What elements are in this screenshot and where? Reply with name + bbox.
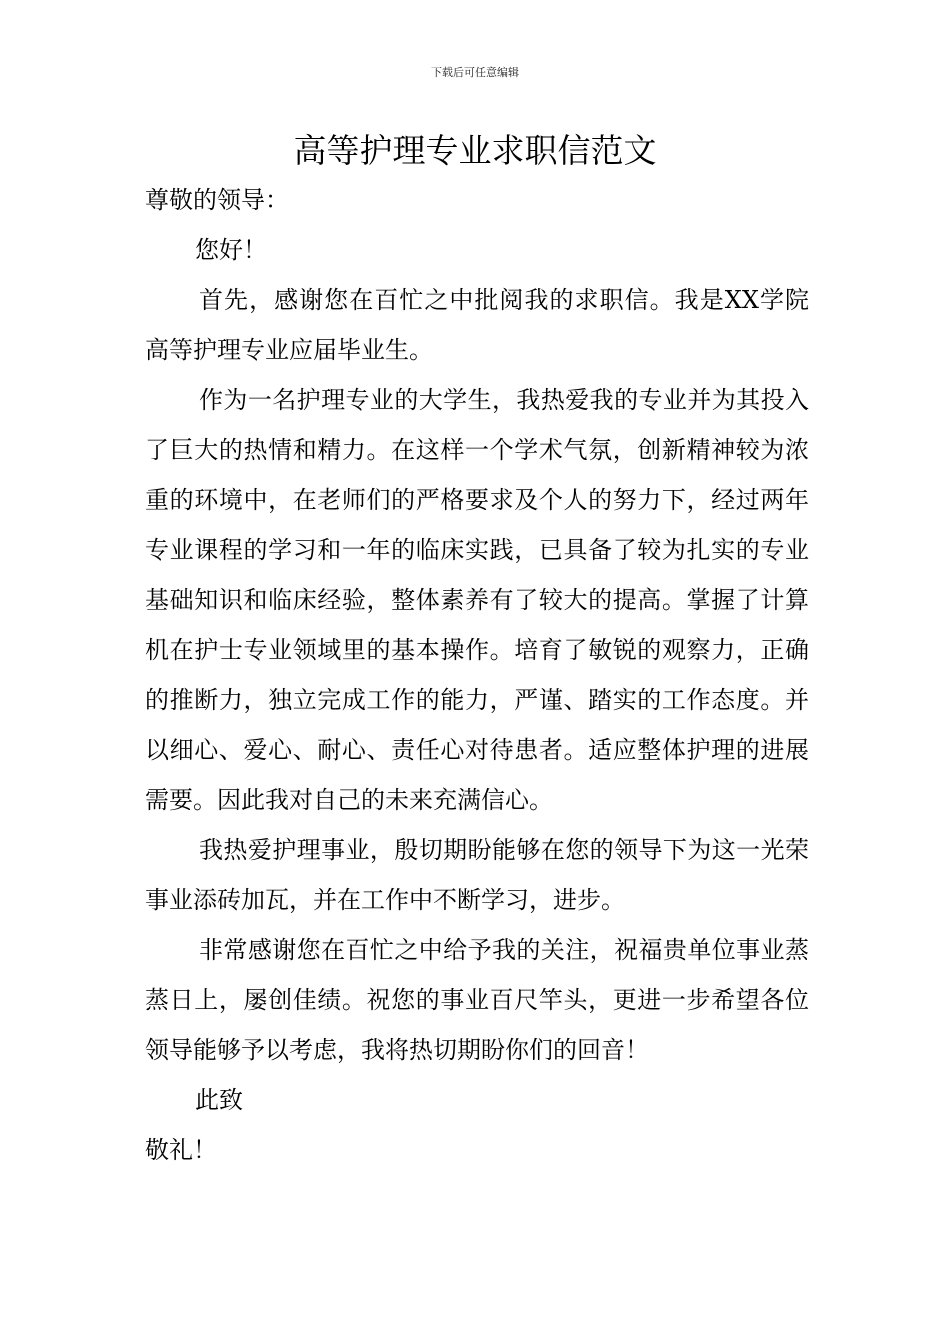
paragraph-qualifications: 作为一名护理专业的大学生，我热爱我的专业并为其投入了巨大的热情和精力。在这样一个学术气氛，创新精神较为浓重的环境中，在老师们的严格要求及个人的努力下，经过两年专业课程的学习和一年的临床实践，已具备了较为扎实的专业基础知识和临床经验，整体素养有了较大的提高。掌握了计算机在护士专业领域里的基本操作。培育了敏锐的观察力，正确的推断力，独立完成工作的能力，严谨、踏实的工作态度。并以细心、爱心、耐心、责任心对待患者。适应整体护理的进展需要。因此我对自己的未来充满信心。 bbox=[145, 386, 809, 814]
paragraph-intro: 首先，感谢您在百忙之中批阅我的求职信。我是XX学院高等护理专业应届毕业生。 bbox=[145, 286, 809, 364]
paragraph-aspiration: 我热爱护理事业，殷切期盼能够在您的领导下为这一光荣事业添砖加瓦，并在工作中不断学习，进步。 bbox=[145, 836, 809, 914]
salutation: 尊敬的领导： bbox=[145, 186, 289, 214]
header-note: 下载后可任意编辑 bbox=[431, 66, 519, 79]
greeting: 您好！ bbox=[195, 236, 267, 264]
document-title: 高等护理专业求职信范文 bbox=[293, 131, 657, 170]
letter-body bbox=[145, 175, 809, 1175]
regards: 敬礼！ bbox=[145, 1136, 217, 1164]
paragraph-thanks: 非常感谢您在百忙之中给予我的关注，祝福贵单位事业蒸蒸日上，屡创佳绩。祝您的事业百尺竿头，更进一步希望各位领导能够予以考虑，我将热切期盼你们的回音！ bbox=[145, 936, 809, 1064]
closing: 此致 bbox=[195, 1086, 243, 1114]
